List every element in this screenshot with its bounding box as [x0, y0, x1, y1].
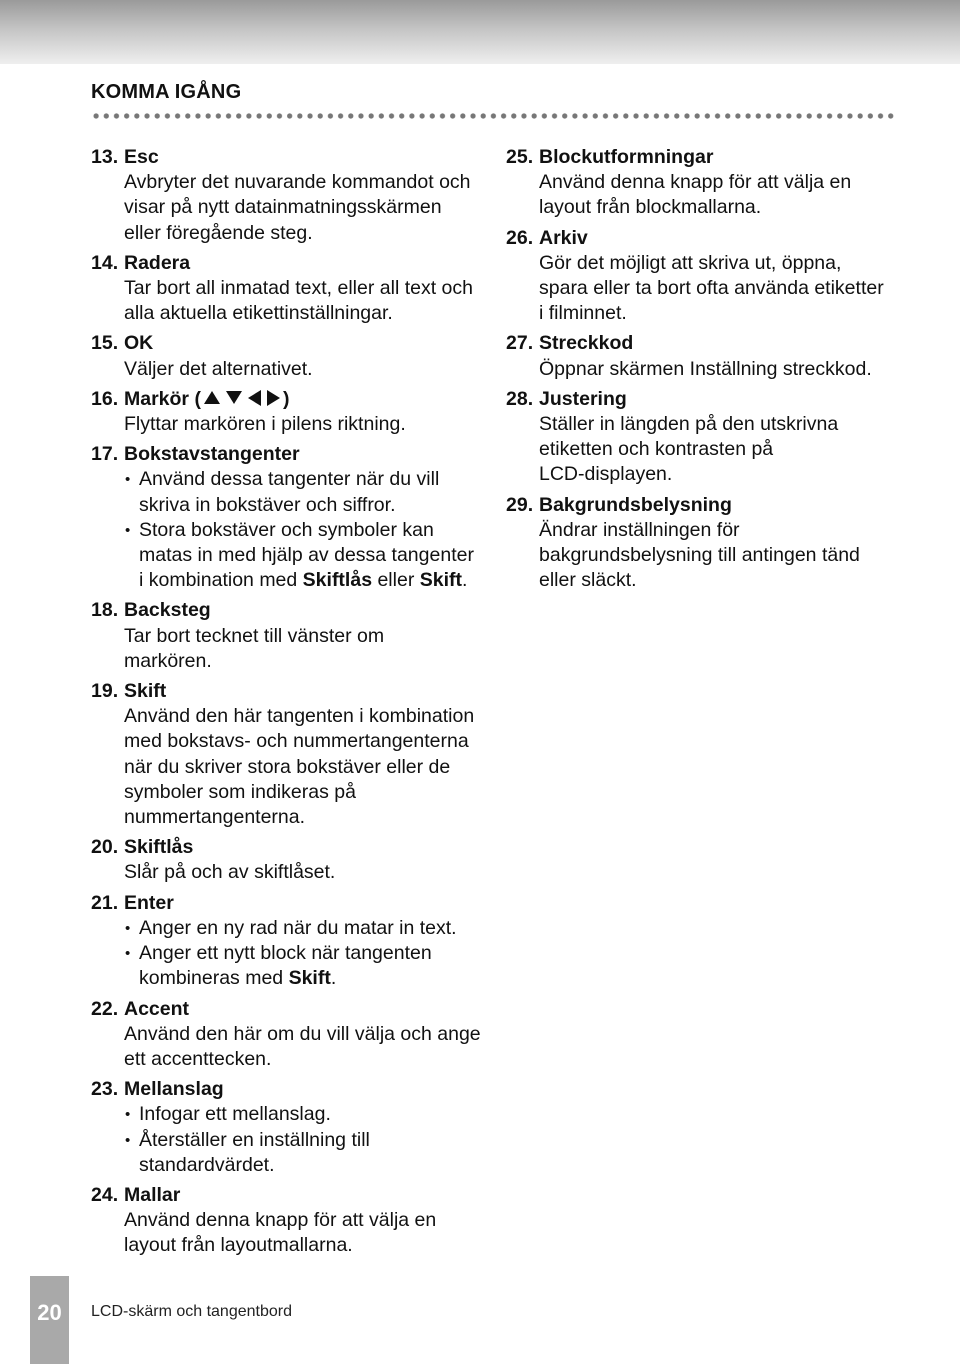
item-number: 24. — [91, 1183, 119, 1206]
item-description: visar på nytt datainmatningsskärmen — [124, 196, 442, 219]
key-name: Skift — [419, 569, 462, 592]
item-description: Väljer det alternativet. — [124, 357, 313, 380]
item-number: 17. — [91, 443, 119, 466]
key-name: Skiftlås — [302, 569, 373, 592]
bullet-line — [139, 568, 491, 593]
item-description: Avbryter det nuvarande kommandot och — [124, 171, 471, 194]
bullet-line: • Stora bokstäver och symboler kan — [139, 518, 434, 541]
item-number: 14. — [91, 251, 119, 274]
bullet-line: • Återställer en inställning till — [139, 1128, 370, 1151]
key-item-blockutformningar — [506, 145, 906, 221]
item-description: Slår på och av skiftlåset. — [124, 861, 336, 884]
item-number: 19. — [91, 680, 119, 703]
item-title: OK — [124, 332, 154, 355]
item-description: Använd denna knapp för att välja en — [124, 1209, 437, 1232]
key-item-mellanslag — [91, 1077, 491, 1178]
item-description: Tar bort tecknet till vänster om — [124, 624, 385, 647]
item-description: i filminnet. — [539, 302, 627, 325]
key-item-mallar — [91, 1183, 491, 1259]
item-title: Backsteg — [124, 599, 211, 622]
key-item-justering — [506, 387, 906, 488]
left-column — [91, 145, 491, 1264]
item-description: Använd den här om du vill välja och ange — [124, 1022, 481, 1045]
key-name: Skift — [288, 967, 331, 990]
item-title-text: Markör ( — [124, 387, 201, 410]
item-title: Arkiv — [539, 226, 588, 249]
item-title: Radera — [124, 251, 191, 274]
item-title: Esc — [124, 146, 159, 168]
key-item-ok — [91, 331, 491, 381]
item-number: 28. — [506, 387, 534, 410]
item-title: Blockutformningar — [539, 146, 714, 168]
item-description: Tar bort all inmatad text, eller all text och — [124, 277, 473, 300]
key-item-skiftlas — [91, 835, 491, 885]
item-title — [124, 387, 289, 412]
item-description: symboler som indikeras på — [124, 780, 356, 803]
item-description: Öppnar skärmen Inställning streckkod. — [539, 357, 872, 380]
item-title: Enter — [124, 891, 174, 914]
item-description: etiketten och kontrasten på — [539, 438, 774, 461]
right-column — [506, 145, 906, 598]
key-item-backsteg — [91, 598, 491, 674]
key-item-arkiv — [506, 226, 906, 327]
item-description: Flyttar markören i pilens riktning. — [124, 413, 406, 436]
item-number: 23. — [91, 1078, 119, 1101]
item-description: ett accenttecken. — [124, 1047, 272, 1070]
item-title: Mellanslag — [124, 1078, 224, 1101]
item-description: med bokstavs- och nummertangenterna — [124, 730, 469, 753]
item-description: Använd denna knapp för att välja en — [539, 171, 852, 194]
key-item-enter — [91, 891, 491, 992]
bullet-line: matas in med hjälp av dessa tangenter — [139, 544, 474, 567]
item-number: 25. — [506, 146, 534, 168]
item-number: 21. — [91, 891, 119, 914]
bullet-line: • Anger ett nytt block när tangenten — [139, 942, 432, 965]
item-number: 22. — [91, 997, 119, 1020]
item-title: Bokstavstangenter — [124, 443, 300, 466]
item-title: Bakgrundsbelysning — [539, 493, 732, 516]
bullet-item — [124, 518, 491, 594]
item-description: nummertangenterna. — [124, 806, 306, 829]
text: kombineras med — [139, 967, 289, 990]
arrow-right-icon — [267, 390, 280, 406]
item-description: LCD-displayen. — [539, 463, 673, 486]
bullet-line: standardvärdet. — [139, 1153, 275, 1176]
item-description: layout från blockmallarna. — [539, 196, 762, 219]
key-item-skift — [91, 679, 491, 830]
bullet-line: skriva in bokstäver och siffror. — [139, 493, 396, 516]
bullet-line: • Använd dessa tangenter när du vill — [139, 468, 440, 491]
footer-chapter-title: LCD-skärm och tangentbord — [91, 1303, 292, 1320]
item-title: Mallar — [124, 1183, 181, 1206]
item-description: eller släckt. — [539, 569, 637, 592]
bullet-item — [124, 1128, 491, 1178]
item-number: 27. — [506, 332, 534, 355]
item-description: spara eller ta bort ofta använda etiketter — [539, 277, 884, 300]
item-description: markören. — [124, 649, 212, 672]
bullet-item — [124, 467, 491, 517]
item-description: bakgrundsbelysning till antingen tänd — [539, 544, 860, 567]
item-number: 15. — [91, 332, 119, 355]
item-title-text: ) — [282, 387, 290, 410]
key-item-esc — [91, 145, 491, 246]
item-number: 20. — [91, 836, 119, 859]
key-item-accent — [91, 997, 491, 1073]
top-banner — [0, 0, 960, 64]
arrow-down-icon — [226, 391, 242, 404]
key-item-bakgrundsbelysning — [506, 493, 906, 594]
dotted-rule — [91, 110, 897, 122]
item-description: Använd den här tangenten i kombination — [124, 705, 475, 728]
item-description: Gör det möjligt att skriva ut, öppna, — [539, 251, 842, 274]
text: . — [330, 967, 337, 990]
item-number: 29. — [506, 493, 534, 516]
text: . — [462, 569, 468, 592]
section-heading: KOMMA IGÅNG — [91, 81, 242, 103]
item-title: Skiftlås — [124, 836, 194, 859]
item-title: Accent — [124, 997, 190, 1020]
arrow-left-icon — [248, 390, 261, 406]
key-item-bokstavstangenter — [91, 442, 491, 593]
item-title: Justering — [539, 387, 627, 410]
text: i kombination med — [139, 569, 303, 592]
bullet-item — [124, 941, 491, 991]
bullet-line: • Anger en ny rad när du matar in text. — [139, 916, 457, 939]
item-description: layout från layoutmallarna. — [124, 1234, 353, 1257]
bullet-line — [139, 966, 491, 991]
bullet-item — [124, 916, 491, 941]
page-number: 20 — [37, 1300, 62, 1325]
key-item-radera — [91, 251, 491, 327]
arrow-up-icon — [204, 391, 220, 404]
bullet-item — [124, 1102, 491, 1127]
key-item-streckkod — [506, 331, 906, 381]
item-number: 13. — [91, 146, 119, 168]
key-item-markor — [91, 387, 491, 437]
item-number: 18. — [91, 599, 119, 622]
item-description: eller föregående steg. — [124, 221, 313, 244]
text: eller — [372, 569, 420, 592]
item-description: när du skriver stora bokstäver eller de — [124, 755, 451, 778]
item-title: Streckkod — [539, 332, 634, 355]
item-description: Ställer in längden på den utskrivna — [539, 413, 839, 436]
item-number: 16. — [91, 387, 119, 410]
item-description: alla aktuella etikettinställningar. — [124, 302, 393, 325]
item-title: Skift — [124, 680, 167, 703]
item-description: Ändrar inställningen för — [539, 518, 740, 541]
item-number: 26. — [506, 226, 534, 249]
bullet-line: • Infogar ett mellanslag. — [139, 1103, 331, 1126]
